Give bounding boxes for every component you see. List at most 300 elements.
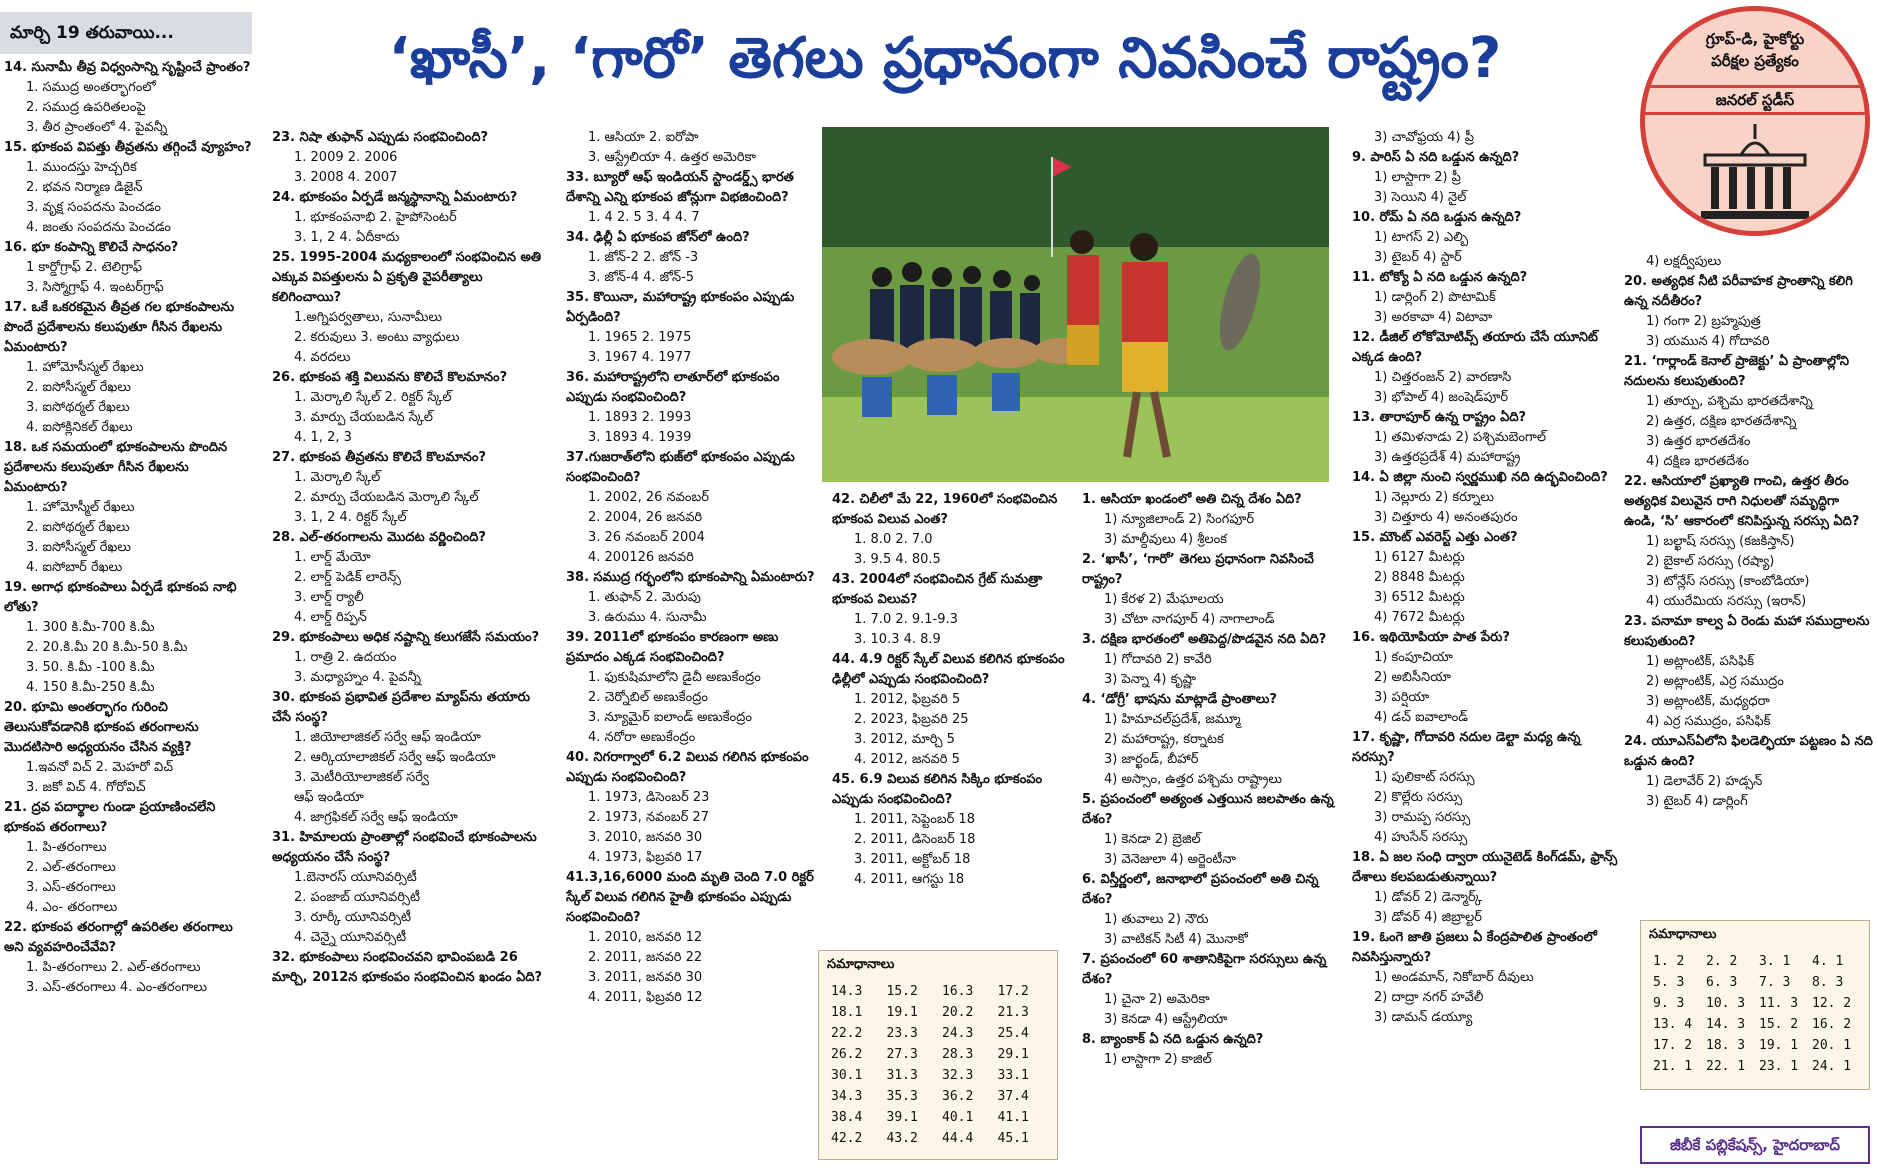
answer-option: 2) కొల్లేరు సరస్సు (1374, 790, 1463, 805)
continuation-tag: మార్చి 19 తరువాయి... (0, 12, 252, 54)
question-text: 3. దక్షిణ భారతంలో అతిపెద్ద/పొడవైన నది ఏది? (1082, 632, 1327, 647)
answer-option: 4) దక్షిణ భారతదేశం (1646, 454, 1749, 469)
answer-option: 2. పంజాబ్ యూనివర్సిటీ (294, 890, 420, 905)
answer-row (827, 1023, 1049, 1044)
answer-table (1649, 951, 1861, 1077)
question-text: 31. హిమాలయ ప్రాంతాల్లో సంభవించే భూకంపాలను అధ్యయనం చేసే సంస్థ? (272, 830, 537, 865)
question-text: 39. 2011లో భూకంపం కారణంగా అణు ప్రమాదం ఎక్కడ సంభవించింది? (566, 630, 779, 665)
question-text: 10. రోమ్ ఏ నది ఒడ్డున ఉన్నది? (1352, 210, 1522, 225)
question-text: 20. అత్యధిక నీటి పరీవాహక ప్రాంతాన్ని కలిగి ఉన్న నదీతీరం? (1624, 274, 1853, 309)
question-block (4, 58, 256, 138)
answer-option: 2. ఎల్-తరంగాలు (26, 860, 116, 875)
answer-table (827, 981, 1049, 1149)
answer-option: 3. 1, 2 4. రిక్టర్ స్కేల్ (294, 510, 407, 525)
answer-cell: 3. 1 (1759, 954, 1791, 969)
answer-key-right (1640, 920, 1870, 1090)
answer-option: 1) అట్లాంటిక్, పసిఫిక్ (1646, 654, 1755, 669)
question-block (1082, 490, 1346, 550)
question-block (1352, 848, 1624, 928)
answer-option: 3) ఉత్తర భారతదేశం (1646, 434, 1751, 449)
question-block (272, 948, 548, 988)
answer-option: 2) ఉత్తర, దక్షిణ భారతదేశాన్ని (1646, 414, 1797, 429)
answer-cell: 20.2 (942, 1005, 974, 1020)
answer-option: 1. 2012, ఫిబ్రవరి 5 (854, 692, 961, 707)
answer-option: 3. ఐసోసీస్మల్ రేఖలు (26, 540, 131, 555)
answer-option: 2. 2004, 26 జనవరి (588, 510, 703, 525)
answer-option: 1) డార్లింగ్ 2) పొటామిక్ (1374, 290, 1496, 305)
question-column-1 (4, 58, 256, 1168)
answer-option: 3. వృక్ష సంపదను పెంచడం (26, 200, 161, 215)
answer-option: 1. 2011, సెప్టెంబర్ 18 (854, 812, 975, 827)
question-block (1624, 352, 1874, 472)
answer-option: 4. ఐసోక్లినికల్ రేఖలు (26, 420, 133, 435)
question-block (1082, 630, 1346, 690)
answer-option: 1) హిమాచల్‌ప్రదేశ్, జమ్మూ (1104, 712, 1241, 727)
answer-option: 3) యమున 4) గోదావరి (1646, 334, 1770, 349)
answer-option: 1 కార్డోగ్రాఫ్ 2. టెలిగ్రాఫ్ (26, 260, 142, 275)
answer-option: 1. మెర్కాలి స్కేల్ (294, 470, 381, 485)
answer-option: 3) 6512 మీటర్లు (1374, 590, 1465, 605)
question-column-2 (272, 128, 548, 1168)
question-text: 43. 2004లో సంభవించిన గ్రేట్ సుమత్రా భూకంప విలువ? (832, 572, 1043, 607)
question-text: 29. భూకంపాలు అధిక నష్టాన్ని కలుగజేసే సమయం? (272, 630, 540, 645)
answer-option: 3) టైబర్ 4) స్టార్ (1374, 250, 1462, 265)
question-block (566, 368, 816, 448)
answer-option: 3. 1967 4. 1977 (588, 350, 692, 365)
answer-option: 2. లార్డ్ పెడిక్ లారెన్స్ (294, 570, 401, 585)
answer-option: 1) చైనా 2) అమెరికా (1104, 992, 1210, 1007)
answer-option: 1) తమిళనాడు 2) పశ్చిమబెంగాల్ (1374, 430, 1547, 445)
answer-cell: 33.1 (997, 1068, 1029, 1083)
answer-option: 2) బైకాల్ సరస్సు (రష్యా) (1646, 554, 1775, 569)
answer-option: 3) చావోఫ్రయ 4) ప్రీ (1374, 130, 1474, 145)
answer-cell: 18. 3 (1706, 1038, 1746, 1053)
question-text: 42. చిలీలో మే 22, 1960లో సంభవించిన భూకంప విలువ ఎంత? (832, 492, 1058, 527)
question-block (272, 448, 548, 528)
exam-special-badge (1640, 6, 1870, 236)
answer-row (1649, 951, 1861, 972)
question-block (566, 288, 816, 368)
answer-cell: 25.4 (997, 1026, 1029, 1041)
answer-option: 3. ఎస్-తరంగాలు (26, 880, 116, 895)
answer-option: 2. ఐసోసీస్మల్ రేఖలు (26, 380, 131, 395)
answer-option: 1) డోవర్ 2) డెన్మార్క్ (1374, 890, 1482, 905)
answer-option: 3. తీర ప్రాంతంలో 4. పైవన్నీ (26, 120, 168, 135)
question-block (272, 528, 548, 628)
answer-option: 3) జార్ఖండ్, బీహార్ (1104, 752, 1199, 767)
question-block (1082, 950, 1346, 1030)
question-text: 26. భూకంప శక్తి విలువను కొలిచే కొలమానం? (272, 370, 508, 385)
question-block (272, 688, 548, 828)
question-text: 12. డీజిల్ లోకోమోటివ్స్ తయారు చేసే యూనిట్ ఎక్కడ ఉంది? (1352, 330, 1598, 365)
answer-option: 3. 1893 4. 1939 (588, 430, 692, 445)
answer-row (827, 1128, 1049, 1149)
question-block (1624, 612, 1874, 732)
answer-cell: 1. 2 (1653, 954, 1685, 969)
answer-cell: 21.3 (997, 1005, 1029, 1020)
question-text: 17. ఒకే ఒకరకమైన తీవ్రత గల భూకంపాలను పొందే ప్రదేశాలను కలుపుతూ గీసిన రేఖలను ఏమంటారు? (4, 300, 235, 355)
answer-option: 4) 7672 మీటర్లు (1374, 610, 1465, 625)
question-block (566, 748, 816, 868)
question-text: 13. తారాపూర్ ఉన్న రాష్ట్రం ఏది? (1352, 410, 1527, 425)
answer-option: 2. 2011, డిసెంబర్ 18 (854, 832, 976, 847)
answer-row (827, 1065, 1049, 1086)
answer-cell: 32.3 (942, 1068, 974, 1083)
answer-option: 3) ఉత్తరప్రదేశ్ 4) మహారాష్ట్ర (1374, 450, 1521, 465)
question-column-6 (1352, 128, 1624, 1168)
answer-option: 3) వెనెజులా 4) అర్జెంటీనా (1104, 852, 1236, 867)
answer-option: 4) అస్సాం, ఉత్తర పశ్చిమ రాష్ట్రాలు (1104, 772, 1283, 787)
answer-option: 3) టోన్లేస్ సరస్సు (కాంబోడియా) (1646, 574, 1810, 589)
question-text: 41.3,16,6000 మంది మృతి చెంది 7.0 రిక్టర్ స్కేల్ విలువ గలిగిన హైతీ భూకంపం ఎప్పుడు సంభవించింది? (566, 870, 814, 925)
answer-option: 1. హోమోసీస్మల్ రేఖలు (26, 360, 144, 375)
answer-option: 1. 7.0 2. 9.1-9.3 (854, 612, 958, 627)
question-block (272, 248, 548, 368)
question-text: 15. భూకంప విపత్తు తీవ్రతను తగ్గించే వ్యూహం? (4, 140, 252, 155)
question-text: 2. ‘ఖాసీ’, ‘గారో’ తెగలు ప్రధానంగా నివసించే రాష్ట్రం? (1082, 552, 1314, 587)
question-text: 24. భూకంపం ఏర్పడే జన్మస్థానాన్ని ఏమంటారు? (272, 190, 518, 205)
answer-cell: 15. 2 (1759, 1017, 1799, 1032)
answer-option: 1. 2009 2. 2006 (294, 150, 398, 165)
question-text: 32. భూకంపాలు సంభవించవని భావింపబడి 26 మార్చి, 2012న భూకంపం సంభవించిన ఖండం ఏది? (272, 950, 543, 985)
answer-option: 4) యురేమియ సరస్సు (ఇరాన్) (1646, 594, 1807, 609)
question-text: 22. భూకంప తరంగాల్లో ఉపరితల తరంగాలు అని వ్యవహరించేవేవి? (4, 920, 233, 955)
answer-option: 3. లార్డ్ ర్యాలీ (294, 590, 364, 605)
question-text: 16. భూ కంపాన్ని కొలిచే సాధనం? (4, 240, 179, 255)
answer-option: 1) గంగా 2) బ్రహ్మపుత్ర (1646, 314, 1761, 329)
answer-cell: 29.1 (997, 1047, 1029, 1062)
answer-cell: 2. 2 (1706, 954, 1738, 969)
question-block (1082, 790, 1346, 870)
answer-option: 1. 2010, జనవరి 12 (588, 930, 703, 945)
answer-row (827, 1002, 1049, 1023)
answer-option: 4) డచ్ ఐవాలాండ్ (1374, 710, 1468, 725)
answer-option: 3) చిత్తూరు 4) అనంతపురం (1374, 510, 1518, 525)
answer-option: 1. సముద్ర అంతర్భాగంలో (26, 80, 156, 95)
answer-option: 3. రూర్కీ యూనివర్సిటీ (294, 910, 412, 925)
answer-option: 3. 2012, మార్చి 5 (854, 732, 955, 747)
answer-option: 4. 150 కి.మీ-250 కి.మీ (26, 680, 155, 695)
question-block (1352, 928, 1624, 1028)
question-text: 14. ఏ జిల్లా నుంచి స్వర్ణముఖి నది ఉద్భవించింది? (1352, 470, 1608, 485)
answer-option: 3. మధ్యాహ్నం 4. పైవన్నీ (294, 670, 422, 685)
question-text: 11. టోక్యో ఏ నది ఒడ్డున ఉన్నది? (1352, 270, 1528, 285)
answer-cell: 22.2 (831, 1026, 863, 1041)
question-text: 45. 6.9 విలువ కలిగిన సిక్కిం భూకంపం ఎప్పుడు సంభవించింది? (832, 772, 1043, 807)
question-block (566, 128, 816, 168)
answer-cell: 14. 3 (1706, 1017, 1746, 1032)
answer-option: 1. ఆసియా 2. ఐరోపా (588, 130, 699, 145)
question-block (272, 828, 548, 948)
answer-option: 1. ఫుకుషిమాలోని డైచీ అణుకేంద్రం (588, 670, 761, 685)
answer-option: 3) చోటా నాగపూర్ 4) నాగాలాండ్ (1104, 612, 1275, 627)
question-block (4, 798, 256, 918)
answer-option: 3) అట్లాంటిక్, మధ్యధరా (1646, 694, 1770, 709)
answer-option: 1) లాస్టాగా 2) ప్రీ (1374, 170, 1461, 185)
answer-cell: 23. 1 (1759, 1059, 1799, 1074)
answer-option: 3) సెయిని 4) నైల్ (1374, 190, 1467, 205)
answer-option: 1.అగ్నిపర్వతాలు, సునామీలు (294, 310, 443, 325)
answer-row (1649, 972, 1861, 993)
answer-option: 1. 1893 2. 1993 (588, 410, 692, 425)
answer-option: 1. 2002, 26 నవంబర్ (588, 490, 709, 505)
answer-option: 2. సముద్ర ఉపరితలంపై (26, 100, 146, 115)
answer-option: 2. 2023, ఫిబ్రవరి 25 (854, 712, 969, 727)
publisher-credit: జీబీకే పబ్లికేషన్స్, హైదరాబాద్ (1640, 1126, 1870, 1164)
answer-cell: 15.2 (886, 984, 918, 999)
question-block (4, 298, 256, 438)
answer-option: 1) తువాలు 2) నౌరు (1104, 912, 1209, 927)
question-text: 16. ఇథియోపియా పాత పేరు? (1352, 630, 1510, 645)
question-block (1624, 472, 1874, 612)
answer-option: 3) డామన్ డయ్యూ (1374, 1010, 1473, 1025)
answer-cell: 39.1 (886, 1110, 918, 1125)
question-text: 19. ఓంగె జాతి ప్రజలు ఏ కేంద్రపాలిత ప్రాంతంలో నివసిస్తున్నారు? (1352, 930, 1597, 965)
question-block (4, 578, 256, 698)
answer-option: 3. 9.5 4. 80.5 (854, 552, 941, 567)
answer-option: 3. సిస్మోగ్రాఫ్ 4. ఇంటర్‌గ్రాఫ్ (26, 280, 164, 295)
question-text: 25. 1995-2004 మధ్యకాలంలో సంభవించిన అతి ఎక్కువ విపత్తులను ఏ ప్రకృతి వైపరీత్యాలు కలిగించాయి? (272, 250, 542, 305)
answer-option: 3) టైబర్ 4) డార్లింగ్ (1646, 794, 1748, 809)
answer-option: 1) కేరళ 2) మేఘాలయ (1104, 592, 1224, 607)
answer-cell: 13. 4 (1653, 1017, 1693, 1032)
answer-option: 2. 20.కి.మీ 20 కి.మీ-50 కి.మీ (26, 640, 188, 655)
answer-option: 1) చిత్తరంజన్ 2) వారణాసి (1374, 370, 1512, 385)
answer-option: 1. 1965 2. 1975 (588, 330, 692, 345)
answer-cell: 23.3 (886, 1026, 918, 1041)
answer-option: 1) నెల్లూరు 2) కర్నూలు (1374, 490, 1494, 505)
question-text: 15. మౌంట్ ఎవరెస్ట్ ఎత్తు ఎంత? (1352, 530, 1518, 545)
answer-option: 1. పి-తరంగాలు (26, 840, 107, 855)
question-block (1352, 128, 1624, 148)
answer-option: 3. జోన్-4 4. జోన్-5 (588, 270, 695, 285)
question-text: 38. సముద్ర గర్భంలోని భూకంపాన్ని ఏమంటారు? (566, 570, 815, 585)
question-text: 17. కృష్ణా, గోదావరి నదుల డెల్టా మధ్య ఉన్న సరస్సు? (1352, 730, 1581, 765)
answer-option: 2. భవన నిర్మాణ డిజైన్ (26, 180, 143, 195)
answer-row (827, 1086, 1049, 1107)
question-text: 18. ఒక సమయంలో భూకంపాలను పొందిన ప్రదేశాలను కలుపుతూ గీసిన రేఖలను ఏమంటారు? (4, 440, 228, 495)
answer-option: 2. ఐసోథర్మల్ రేఖలు (26, 520, 130, 535)
answer-cell: 18.1 (831, 1005, 863, 1020)
answer-option: 4. 1, 2, 3 (294, 430, 352, 445)
question-text: 19. అగాధ భూకంపాలు ఏర్పడే భూకంప నాభి లోతు? (4, 580, 237, 615)
government-building-icon (1645, 119, 1865, 236)
question-text: 4. ‘డోగ్రీ’ భాషను మాట్లాడే ప్రాంతాలు? (1082, 692, 1277, 707)
answer-option: 2. చెర్నోబిల్ అణుకేంద్రం (588, 690, 708, 705)
answer-option: 3. మార్పు చేయబడిన స్కేల్ (294, 410, 433, 425)
answer-row (1649, 993, 1861, 1014)
question-block (1624, 272, 1874, 352)
answer-cell: 31.3 (886, 1068, 918, 1083)
answer-option: 1) పులికాట్ సరస్సు (1374, 770, 1475, 785)
answer-option: 1. భూకంపనాభి 2. హైపోసెంటర్ (294, 210, 457, 225)
question-text: 18. ఏ జల సంధి ద్వారా యునైటెడ్ కింగ్‌డమ్, ఫ్రాన్స్ దేశాలు కలపబడుతున్నాయి? (1352, 850, 1618, 885)
answer-option: 1. మెర్కాలి స్కేల్ 2. రిక్టర్ స్కేల్ (294, 390, 452, 405)
question-block (272, 368, 548, 448)
answer-option: 3. 50. కి.మీ -100 కి.మీ (26, 660, 155, 675)
answer-option: 3) కెనడా 4) ఆస్ట్రేలియా (1104, 1012, 1228, 1027)
answer-option: 4. వరదలు (294, 350, 351, 365)
question-column-4 (832, 490, 1070, 940)
answer-option: 3) పెన్నా 4) కృష్ణా (1104, 672, 1196, 687)
answer-cell: 16.3 (942, 984, 974, 999)
answer-option: 3) వాటికన్ సిటీ 4) మొనాకో (1104, 932, 1248, 947)
answer-cell: 26.2 (831, 1047, 863, 1062)
question-text: 27. భూకంప తీవ్రతను కొలిచే కొలమానం? (272, 450, 486, 465)
answer-cell: 19.1 (886, 1005, 918, 1020)
answer-option: 4. 2012, జనవరి 5 (854, 752, 960, 767)
question-block (566, 168, 816, 228)
question-block (1624, 252, 1874, 272)
question-text: 22. ఆసియాలో ప్రఖ్యాతి గాంచి, ఉత్తర తీరం అత్యధిక విలువైన రాగి నిధులతో సమృద్ధిగా ఉండి, ‘సి’ ఆకారంలో కనిపిస్తున్న సరస్సు ఏది? (1624, 474, 1860, 529)
answer-cell: 7. 3 (1759, 975, 1791, 990)
answer-option: 1) 6127 మీటర్లు (1374, 550, 1465, 565)
badge-line-2: పరీక్షల ప్రత్యేకం (1711, 52, 1799, 70)
answer-option: 1. 4 2. 5 3. 4 4. 7 (588, 210, 700, 225)
question-block (1352, 728, 1624, 848)
answer-option: 3. 1, 2 4. ఏదీకాదు (294, 230, 400, 245)
question-text: 21. ‘గార్లాండ్ కెనాల్ ప్రాజెక్టు’ ఏ ప్రాంతాల్లోని నదులను కలుపుతుంది? (1624, 354, 1849, 389)
answer-option: 3. 2010, జనవరి 30 (588, 830, 703, 845)
question-block (4, 238, 256, 298)
answer-option: 1) కెనడా 2) బ్రెజిల్ (1104, 832, 1201, 847)
question-block (4, 698, 256, 798)
answer-option: 1. ముందస్తు హెచ్చరిక (26, 160, 137, 175)
answer-option: 3. మెటీరియోలాజికల్ సర్వే (294, 770, 429, 785)
answer-cell: 27.3 (886, 1047, 918, 1062)
answer-option: 3. న్యూమైర్ ఐలాండ్ అణుకేంద్రం (588, 710, 752, 725)
answer-row (1649, 1014, 1861, 1035)
answer-option: 1. రాత్రి 2. ఉదయం (294, 650, 397, 665)
answer-option: 1. జియోలాజికల్ సర్వే ఆఫ్ ఇండియా (294, 730, 481, 745)
question-text: 20. భూమి అంతర్భాగం గురించి తెలుసుకోవడానికి భూకంప తరంగాలను మొదటిసారి అధ్యయనం చేసిన వ్యక్తి? (4, 700, 199, 755)
answer-option: 1. 300 కి.మీ-700 కి.మీ (26, 620, 155, 635)
answer-cell: 34.3 (831, 1089, 863, 1104)
answer-cell: 24.3 (942, 1026, 974, 1041)
answer-option: 3. 26 నవంబర్ 2004 (588, 530, 705, 545)
answer-option: 2) మహారాష్ట్ర, కర్నాటక (1104, 732, 1224, 747)
answer-option: 1) టాగస్ 2) ఎల్బి (1374, 230, 1469, 245)
answer-cell: 6. 3 (1706, 975, 1738, 990)
answer-cell: 22. 1 (1706, 1059, 1746, 1074)
question-text: 40. నిగరాగ్వాలో 6.2 విలువ గలిగిన భూకంపం ఎప్పుడు సంభవించింది? (566, 750, 809, 785)
answer-option: 1. 8.0 2. 7.0 (854, 532, 933, 547)
answer-row (827, 1107, 1049, 1128)
answer-option: 4. లార్డ్ రిప్పన్ (294, 610, 367, 625)
answer-option: 2. 1973, నవంబర్ 27 (588, 810, 709, 825)
answer-cell: 40.1 (942, 1110, 974, 1125)
question-text: 1. ఆసియా ఖండంలో అతి చిన్న దేశం ఏది? (1082, 492, 1302, 507)
question-text: 23. నిషా తుఫాన్ ఎప్పుడు సంభవించింది? (272, 130, 489, 145)
answer-option: 1. లార్డ్ మేయో (294, 550, 371, 565)
question-text: 8. బ్యాంకాక్ ఏ నది ఒడ్డున ఉన్నది? (1082, 1032, 1264, 1047)
badge-line-1: గ్రూప్-డి, హైకోర్టు (1705, 30, 1805, 48)
answer-cell: 10. 3 (1706, 996, 1746, 1011)
answer-cell: 9. 3 (1653, 996, 1685, 1011)
answer-option: 1. 1973, డిసెంబర్ 23 (588, 790, 710, 805)
question-text: 34. ఢిల్లీ ఏ భూకంప జోన్‌లో ఉంది? (566, 230, 750, 245)
question-text: 30. భూకంప ప్రభావిత ప్రదేశాల మ్యాప్‌ను తయారు చేసే సంస్థ? (272, 690, 531, 725)
answer-cell: 35.3 (886, 1089, 918, 1104)
answer-option: 4. 1973, ఫిబ్రవరి 17 (588, 850, 703, 865)
question-column-7 (1624, 252, 1874, 902)
answer-cell: 38.4 (831, 1110, 863, 1125)
answer-option: 4. 200126 జనవరి (588, 550, 694, 565)
answer-cell: 28.3 (942, 1047, 974, 1062)
question-text: 14. సునామీ తీవ్ర విధ్వంసాన్ని సృష్టించే ప్రాంతం? (4, 60, 251, 75)
question-text: 7. ప్రపంచంలో 60 శాతానికిపైగా సరస్సులు ఉన్న దేశం? (1082, 952, 1327, 987)
answer-option: 3) అరకావా 4) విటావా (1374, 310, 1493, 325)
answer-cell: 36.2 (942, 1089, 974, 1104)
answer-cell: 8. 3 (1812, 975, 1844, 990)
question-block (1352, 628, 1624, 728)
answer-option: 2. 2011, జనవరి 22 (588, 950, 703, 965)
question-block (1352, 208, 1624, 268)
question-text: 36. మహారాష్ట్రలోని లాతూర్‌లో భూకంపం ఎప్పుడు సంభవించింది? (566, 370, 780, 405)
answer-option: 1. పి-తరంగాలు 2. ఎల్-తరంగాలు (26, 960, 201, 975)
answer-option: 4) లక్షద్వీపులు (1646, 254, 1722, 269)
question-block (1624, 732, 1874, 812)
answer-option: 3) పర్షియా (1374, 690, 1430, 705)
answer-option: 2. కరువులు 3. అంటు వ్యాధులు (294, 330, 460, 345)
question-text: 21. ద్రవ పదార్థాల గుండా ప్రయాణించలేని భూకంప తరంగాలు? (4, 800, 216, 835)
answer-option: 1. హోమోస్మీల్ రేఖలు (26, 500, 135, 515)
question-block (272, 628, 548, 688)
question-block (566, 228, 816, 288)
answer-option: 2) అట్లాంటిక్, ఎర్ర సముద్రం (1646, 674, 1784, 689)
answer-option: 1. జోన్-2 2. జోన్ -3 (588, 250, 699, 265)
answer-option: 1) కంపూచియా (1374, 650, 1453, 665)
answer-cell: 14.3 (831, 984, 863, 999)
question-block (1352, 148, 1624, 208)
answer-option: 3) భోపాల్ 4) జంషెడ్‌పూర్ (1374, 390, 1509, 405)
answer-option: 1) డెలావేర్ 2) హడ్సన్ (1646, 774, 1763, 789)
answer-row (827, 981, 1049, 1002)
answer-option: 1) లాస్టాగా 2) కాజిల్ (1104, 1052, 1212, 1067)
answer-option: 2) అబిసీనియా (1374, 670, 1452, 685)
answer-option: 1) అండమాన్, నికోబార్ దీవులు (1374, 970, 1534, 985)
answer-option: 1) న్యూజిలాండ్ 2) సింగపూర్ (1104, 512, 1255, 527)
question-text: 9. పారిస్ ఏ నది ఒడ్డున ఉన్నది? (1352, 150, 1520, 165)
answer-option: 3. జకో విచ్ 4. గోరోవిచ్ (26, 780, 146, 795)
answer-option: 3. ఐసోథర్మల్ రేఖలు (26, 400, 130, 415)
answer-option: 3. 10.3 4. 8.9 (854, 632, 941, 647)
question-column-3 (566, 128, 816, 1168)
question-text: 37.గుజరాత్‌లోని భుజ్‌లో భూకంపం ఎప్పుడు సంభవించింది? (566, 450, 795, 485)
answer-row (1649, 1035, 1861, 1056)
answer-option: 4. ఐసోబార్ రేఖలు (26, 560, 123, 575)
answer-option: 4. చెన్నై యూనివర్సిటీ (294, 930, 407, 945)
answer-cell: 19. 1 (1759, 1038, 1799, 1053)
answer-option: 3) రామప్ప సరస్సు (1374, 810, 1471, 825)
answer-option: 4. 2011, ఫిబ్రవరి 12 (588, 990, 703, 1005)
question-block (566, 868, 816, 1008)
question-block (272, 188, 548, 248)
answer-option: 1. తుఫాన్ 2. మెరుపు (588, 590, 701, 605)
answer-option: 3. ఆస్ట్రేలియా 4. ఉత్తర అమెరికా (588, 150, 756, 165)
answer-cell: 43.2 (886, 1131, 918, 1146)
answer-option: 1) గోదావరి 2) కావేరి (1104, 652, 1212, 667)
answer-cell: 16. 2 (1812, 1017, 1852, 1032)
question-block (832, 490, 1070, 570)
question-block (1082, 870, 1346, 950)
answer-option: 4. జంతు సంపదను పెంచడం (26, 220, 171, 235)
answer-option: 4. 2011, ఆగస్టు 18 (854, 872, 965, 887)
question-text: 6. విస్తీర్ణంలో, జనాభాలో ప్రపంచంలో అతి చిన్న దేశం? (1082, 872, 1319, 907)
question-block (1082, 690, 1346, 790)
answer-option: 4) హుసేన్ సరస్సు (1374, 830, 1468, 845)
question-text: 44. 4.9 రిక్టర్ స్కేల్ విలువ కలిగిన భూకంపం ఢిల్లీలో ఎప్పుడు సంభవించింది? (832, 652, 1065, 687)
